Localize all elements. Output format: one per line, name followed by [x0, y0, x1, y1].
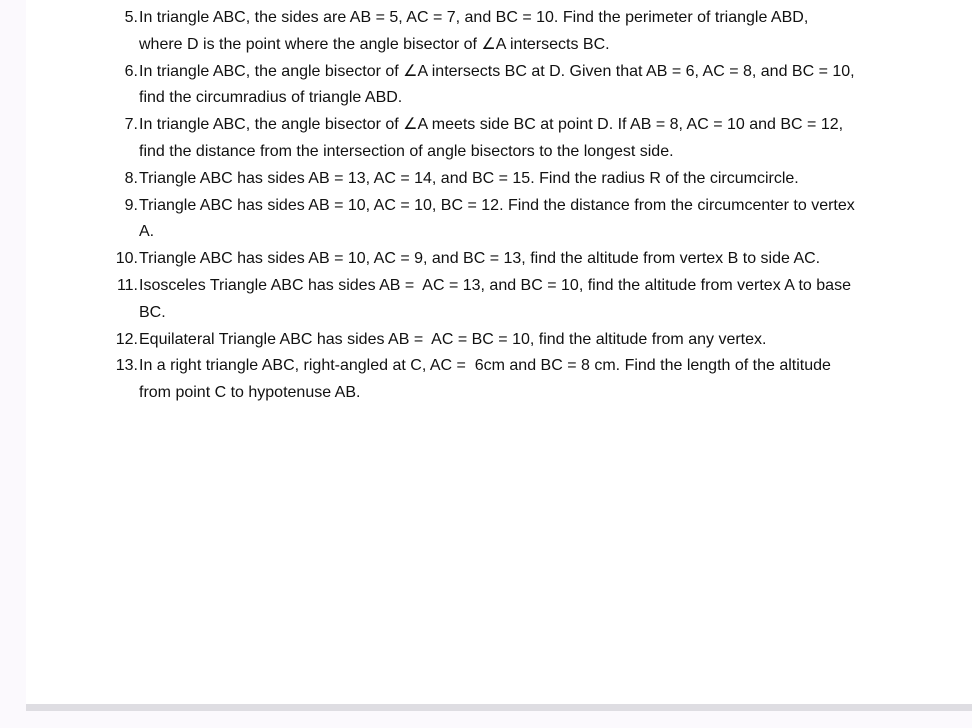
- problem-item: [26, 246, 972, 273]
- problem-line: In triangle ABC, the sides are AB = 5, AC = 7, and BC = 10. Find the perimeter of triangle ABD,: [139, 9, 809, 26]
- problem-line: In triangle ABC, the angle bisector of ∠A intersects BC at D. Given that AB = 6, AC = 8, and BC = 10,: [139, 62, 855, 80]
- problem-line: A.: [139, 223, 155, 241]
- problem-line: Isosceles Triangle ABC has sides AB = AC = 13, and BC = 10, find the altitude from vertex A to base: [139, 276, 851, 294]
- problem-line: In triangle ABC, the angle bisector of ∠A meets side BC at point D. If AB = 8, AC = 10 and BC = 12,: [139, 116, 844, 134]
- problem-item: [26, 166, 972, 193]
- problem-number: 6.: [124, 62, 138, 80]
- problem-line: Triangle ABC has sides AB = 10, AC = 9, and BC = 13, find the altitude from vertex B to side AC.: [139, 250, 821, 268]
- problem-list: [26, 5, 972, 407]
- problem-line: BC.: [139, 303, 166, 321]
- problem-item: [26, 193, 972, 247]
- problem-item: [26, 59, 972, 113]
- problem-line: Triangle ABC has sides AB = 10, AC = 10, BC = 12. Find the distance from the circumcenter to vertex: [139, 196, 855, 214]
- problem-number: 12.: [115, 330, 138, 348]
- problem-number: 7.: [124, 116, 138, 134]
- problem-item: [26, 273, 972, 327]
- problem-item: [26, 5, 972, 59]
- problem-line: where D is the point where the angle bisector of ∠A intersects BC.: [139, 35, 610, 53]
- problem-item: [26, 112, 972, 166]
- problem-line: In a right triangle ABC, right-angled at C, AC = 6cm and BC = 8 cm. Find the length of the altitude: [139, 357, 831, 375]
- problem-number: 9.: [124, 196, 138, 214]
- problem-number: 11.: [116, 276, 138, 294]
- problem-line: Equilateral Triangle ABC has sides AB = AC = BC = 10, find the altitude from any vertex.: [139, 330, 767, 348]
- problem-item: [26, 327, 972, 354]
- problem-number: 5.: [124, 9, 138, 26]
- problem-number: 10.: [115, 250, 138, 268]
- problem-line: find the circumradius of triangle ABD.: [139, 89, 403, 107]
- problem-number: 8.: [124, 169, 138, 187]
- page-bottom-edge: [26, 704, 972, 711]
- problem-item: [26, 353, 972, 407]
- document-page: [26, 0, 972, 704]
- problem-line: from point C to hypotenuse AB.: [139, 384, 361, 402]
- problem-line: Triangle ABC has sides AB = 13, AC = 14, and BC = 15. Find the radius R of the circumcircle.: [139, 169, 799, 187]
- problem-number: 13.: [115, 357, 138, 375]
- problem-line: find the distance from the intersection of angle bisectors to the longest side.: [139, 142, 674, 160]
